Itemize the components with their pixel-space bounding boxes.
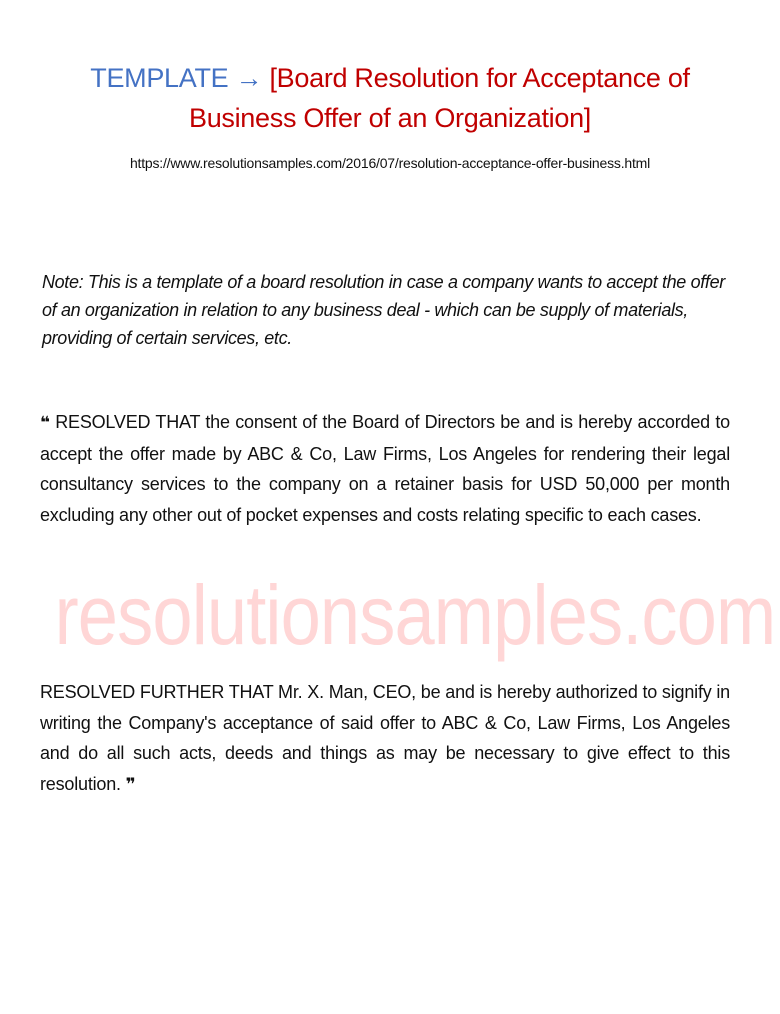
template-note: Note: This is a template of a board resolution in case a company wants to accept the offer of an organization in relation to any business deal - which can be supply of materials, providing of certain services, etc. <box>42 272 725 348</box>
resolution-paragraph-2 <box>40 677 730 801</box>
resolution-1-text: RESOLVED THAT the consent of the Board of Directors be and is hereby accorded to accept the offer made by ABC & Co, Law Firms, Los Angeles for rendering their legal consultancy services to the company on a retainer basis for USD 50,000 per month excluding any other out of pocket expenses and costs relating specific to each cases. <box>40 412 730 526</box>
source-url: https://www.resolutionsamples.com/2016/07/resolution-acceptance-offer-business.html <box>129 155 651 171</box>
title-line-2: Business Offer of an Organization] <box>188 103 592 133</box>
watermark: resolutionsamples.com <box>54 568 776 662</box>
resolution-paragraph-1 <box>40 407 730 531</box>
arrow-right-icon: → <box>235 63 263 93</box>
title-line-1: [Board Resolution for Acceptance of <box>269 63 690 93</box>
close-quote-icon: ❞ <box>125 775 136 795</box>
document-title <box>40 58 740 138</box>
title-prefix: TEMPLATE <box>90 63 229 93</box>
resolution-2-text: RESOLVED FURTHER THAT Mr. X. Man, CEO, be and is hereby authorized to signify in writing the Company's acceptance of said offer to ABC & Co, Law Firms, Los Angeles and do all such acts, deeds and things as may be necessary to give effect to this resolution. <box>40 682 730 795</box>
open-quote-icon: ❝ <box>40 413 50 432</box>
